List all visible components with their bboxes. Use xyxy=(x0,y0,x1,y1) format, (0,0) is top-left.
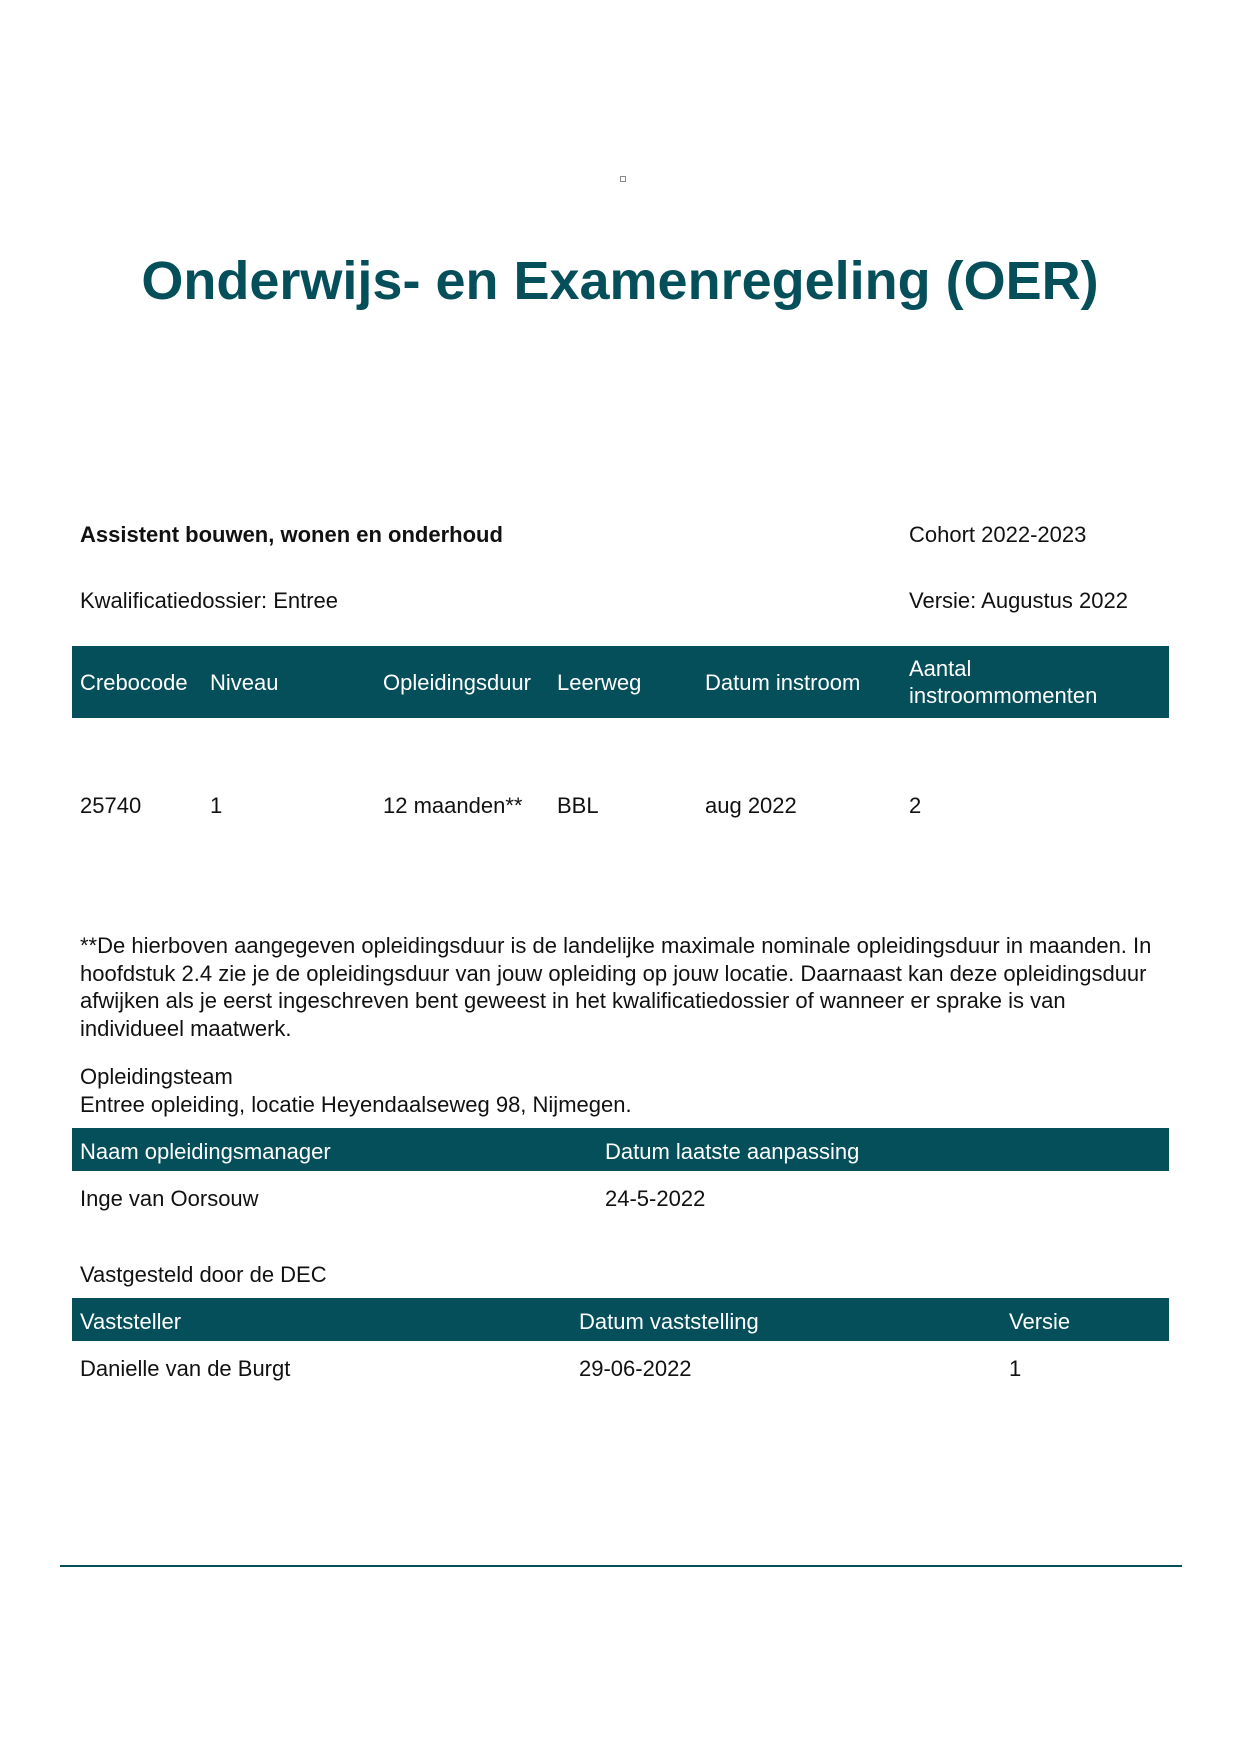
vaststelling-table-header xyxy=(72,1298,1169,1341)
page-title: Onderwijs- en Examenregeling (OER) xyxy=(141,251,1099,311)
team-label: Opleidingsteam xyxy=(80,1064,233,1089)
cell-manager-datum: 24-5-2022 xyxy=(605,1186,706,1211)
header-opleidingsduur: Opleidingsduur xyxy=(383,670,531,695)
cell-datum-vaststelling: 29-06-2022 xyxy=(579,1356,692,1381)
cell-aantal: 2 xyxy=(909,793,922,818)
cell-versie: 1 xyxy=(1009,1356,1022,1381)
header-datum-laatste-aanpassing: Datum laatste aanpassing xyxy=(605,1139,860,1164)
cell-manager-naam: Inge van Oorsouw xyxy=(80,1186,259,1211)
program-name: Assistent bouwen, wonen en onderhoud xyxy=(80,522,503,547)
manager-table-row xyxy=(72,1186,1169,1216)
program-table-row xyxy=(72,793,1169,823)
cohort-label: Cohort 2022-2023 xyxy=(909,522,1087,547)
program-table-header xyxy=(72,646,1169,718)
footer-divider xyxy=(60,1565,1182,1567)
header-niveau: Niveau xyxy=(210,670,279,695)
header-aantal-line1: Aantal xyxy=(909,656,972,681)
header-vaststeller: Vaststeller xyxy=(80,1309,182,1334)
header-leerweg: Leerweg xyxy=(557,670,642,695)
header-aantal-line2: instroommomenten xyxy=(909,683,1098,708)
manager-table-header xyxy=(72,1128,1169,1171)
cell-datum-instroom: aug 2022 xyxy=(705,793,797,818)
cell-opleidingsduur: 12 maanden** xyxy=(383,793,523,818)
header-datum-vaststelling: Datum vaststelling xyxy=(579,1309,759,1334)
vaststelling-table-row xyxy=(72,1356,1169,1386)
cell-vaststeller: Danielle van de Burgt xyxy=(80,1356,291,1381)
cell-crebocode: 25740 xyxy=(80,793,142,818)
header-datum-instroom: Datum instroom xyxy=(705,670,861,695)
team-location: Entree opleiding, locatie Heyendaalseweg 98, Nijmegen. xyxy=(80,1092,632,1117)
cell-niveau: 1 xyxy=(210,793,223,818)
cell-leerweg: BBL xyxy=(557,793,599,818)
version-label: Versie: Augustus 2022 xyxy=(909,588,1128,613)
footnote-paragraph: **De hierboven aangegeven opleidingsduur is de landelijke maximale nominale opleidingsduur in maanden. In hoofdstuk 2.4 zie je de opleidingsduur van jouw opleiding op jouw locatie. Daarnaast kan deze opleidingsduur afwijken als je eerst ingeschreven bent geweest in het kwalificatiedossier of wanneer er sprake is van individueel maatwerk. xyxy=(80,933,1152,1041)
kwalificatiedossier-label: Kwalificatiedossier: Entree xyxy=(80,588,339,613)
header-naam-opleidingsmanager: Naam opleidingsmanager xyxy=(80,1139,331,1164)
page-marker xyxy=(620,176,626,182)
vastgesteld-label: Vastgesteld door de DEC xyxy=(80,1262,327,1287)
header-versie: Versie xyxy=(1009,1309,1071,1334)
header-crebocode: Crebocode xyxy=(80,670,188,695)
